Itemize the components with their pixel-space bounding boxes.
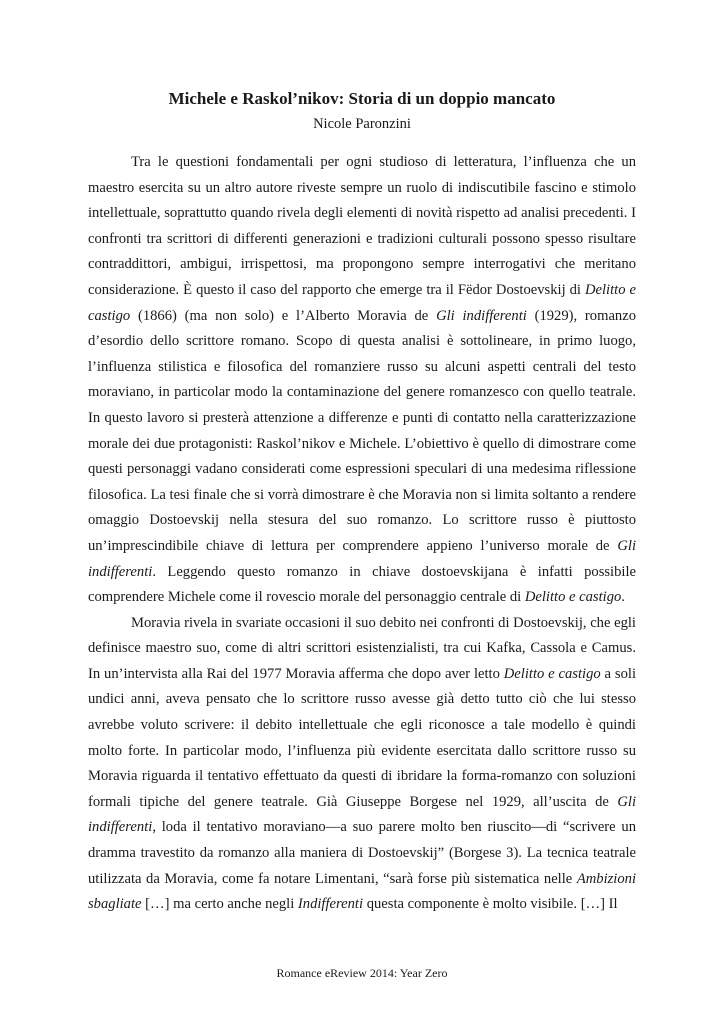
paragraph-text: questa componente è molto visibile. […] Il [363,896,618,913]
italic-title-text: Delitto e castigo [503,665,601,682]
italic-title-text: Delitto e castigo [88,281,636,324]
page-footer: Romance eReview 2014: Year Zero [276,966,448,980]
paragraph-text: […] ma certo anche negli [141,896,298,913]
paragraph-text: . [621,589,625,606]
paragraph-2 [88,611,636,918]
italic-title-text: Gli indifferenti [88,537,636,580]
paragraph-text: . Leggendo questo romanzo in chiave dostoevskijana è infatti possibile comprendere Michele come il rovescio morale del personaggio centrale di [88,563,636,606]
paper-title: Michele e Raskol’nikov: Storia di un doppio mancato [168,89,556,108]
paragraph-text: (1929), romanzo d’esordio dello scrittore romano. Scopo di questa analisi è sottolineare, in primo luogo, l’influenza stilistica e filosofica del romanziere russo su alcuni aspetti centrali del testo moraviano, in particolar modo la contaminazione del genere romanzesco con quello teatrale. In questo lavoro si presterà attenzione a differenze e punti di contatto nella caratterizzazione morale dei due protagonisti: Raskol’nikov e Michele. L’obiettivo è quello di dimostrare come questi personaggi vadano considerati come espressioni speculari di una medesima riflessione filosofica. La tesi finale che si vorrà dimostrare è che Moravia non si limita soltanto a rendere omaggio Dostoevskij nella stesura del suo romanzo. Lo scrittore russo è piuttosto un’imprescindibile chiave di lettura per comprendere appieno l’universo morale de [88,307,636,554]
italic-title-text: Delitto e castigo [524,589,622,606]
paragraph-text: a soli undici anni, aveva pensato che lo scrittore russo avesse già detto tutto ciò che lui stesso avrebbe voluto scrivere: il debito intellettuale che egli riconosce a tale modello è quindi molto forte. In particolar modo, l’influenza più evidente esercitata dallo scrittore russo su Moravia riguarda il tentativo effettuato da questi di ibridare la forma-romanzo con soluzioni formali tipiche del genere teatrale. Già Giuseppe Borgese nel 1929, all’uscita de [88,665,636,810]
body-text [88,150,636,918]
italic-title-text: Gli indifferenti [436,307,527,324]
italic-title-text: Gli indifferenti [88,793,636,836]
paragraph-text: (1866) (ma non solo) e l’Alberto Moravia de [130,307,437,324]
author-name: Nicole Paronzini [313,116,411,132]
paragraph-text: Tra le questioni fondamentali per ogni studioso di letteratura, l’influenza che un maestro esercita su un altro autore riveste sempre un ruolo di indiscutibile fascino e stimolo intellettuale, soprattutto quando rivela degli elementi di novità rispetto ad analisi precedenti. I confronti tra scrittori di differenti generazioni e tradizioni culturali possono spesso risultare contraddittori, ambigui, irrispettosi, ma propongono sempre interrogativi che meritano considerazione. È questo il caso del rapporto che emerge tra il Fëdor Dostoevskij di [88,154,636,298]
italic-title-text: Ambizioni sbagliate [88,870,636,913]
italic-title-text: Indifferenti [297,896,364,913]
paragraph-1 [88,150,636,611]
paragraph-text: , loda il tentativo moraviano—a suo parere molto ben riuscito—di “scrivere un dramma travestito da romanzo alla maniera di Dostoevskij” (Borgese 3). La tecnica teatrale utilizzata da Moravia, come fa notare Limentani, “sarà forse più sistematica nelle [88,819,636,887]
paragraph-text: Moravia rivela in svariate occasioni il suo debito nei confronti di Dostoevskij, che egli definisce maestro suo, come di altri scrittori esistenzialisti, tra cui Kafka, Cassola e Camus. In un’intervista alla Rai del 1977 Moravia afferma che dopo aver letto [88,614,636,682]
